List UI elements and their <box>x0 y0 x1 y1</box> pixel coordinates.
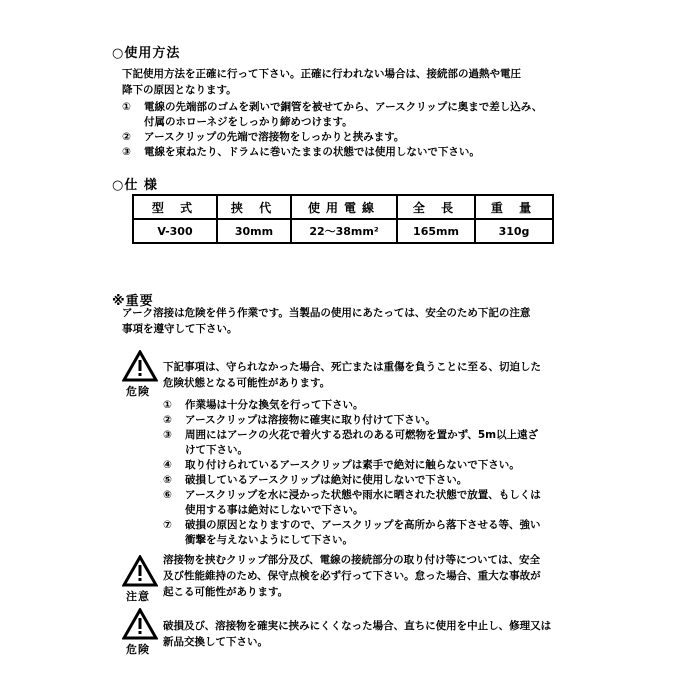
usage-heading: ○使用方法 <box>112 46 181 61</box>
spec-table <box>132 194 554 244</box>
item-number: ② <box>163 414 172 426</box>
danger-label: 危険 <box>126 385 150 398</box>
danger-item <box>163 428 538 458</box>
step-number: ② <box>122 131 131 143</box>
item-text: アースクリップを水に浸かった状態や雨水に晒された状態で放置、もしくは <box>185 489 541 501</box>
spec-header-cell: 使用電線 <box>291 195 397 219</box>
item-number: ⑤ <box>163 474 172 486</box>
danger-intro <box>163 359 541 391</box>
spec-value-cell: 30mm <box>217 219 291 243</box>
danger-item <box>163 398 364 413</box>
item-number: ⑥ <box>163 489 172 501</box>
danger2-line: 破損及び、溶接物を確実に挟みにくくなった場合、直ちに使用を中止し、修理又は <box>163 620 552 632</box>
important-intro <box>122 305 530 337</box>
usage-step <box>122 100 542 130</box>
step-text: 電線の先端部のゴムを剥いで銅管を被せてから、アースクリップに奥まで差し込み、 <box>144 101 543 113</box>
item-text: 衝撃を与えないようにして下さい。 <box>185 534 353 546</box>
important-heading: ※重要 <box>112 294 154 309</box>
spec-header-row <box>133 195 553 219</box>
spec-value-row <box>133 219 553 243</box>
danger-item <box>163 473 467 488</box>
item-text: 作業場は十分な換気を行って下さい。 <box>185 399 364 411</box>
danger-item <box>163 488 541 518</box>
usage-intro-line: 降下の原因となります。 <box>122 84 237 96</box>
item-number: ⑦ <box>163 519 172 531</box>
danger-item <box>163 458 520 473</box>
step-text: 電線を束ねたり、ドラムに巻いたままの状態では使用しないで下さい。 <box>144 146 480 158</box>
item-number: ③ <box>163 429 172 441</box>
spec-heading: ○仕 様 <box>112 178 158 193</box>
danger-item <box>163 518 541 548</box>
caution-label: 注意 <box>126 590 150 603</box>
item-text: 使用する事は絶対にしないで下さい。 <box>185 504 364 516</box>
spec-header-cell: 重 量 <box>475 195 553 219</box>
item-text: けて下さい。 <box>185 444 248 456</box>
danger-intro-line: 危険状態となる可能性があります。 <box>163 377 331 389</box>
important-intro-line: アーク溶接は危険を伴う作業です。当製品の使用にあたっては、安全のため下記の注意 <box>122 307 531 319</box>
step-number: ① <box>122 101 131 113</box>
spec-value-cell: 165mm <box>397 219 475 243</box>
item-text: 周囲にはアークの火花で着火する恐れのある可燃物を置かず、5m以上遠ざ <box>185 429 539 441</box>
danger-label: 危険 <box>126 643 150 656</box>
spec-header-cell: 型 式 <box>133 195 217 219</box>
caution-line: 溶接物を挟むクリップ部分及び、電線の接続部分の取り付け等については、安全 <box>163 554 540 566</box>
item-text: 破損しているアースクリップは絶対に使用しないで下さい。 <box>185 474 468 486</box>
spec-header-cell: 挟 代 <box>217 195 291 219</box>
usage-intro-line: 下記使用方法を正確に行って下さい。正確に行われない場合は、接続部の過熱や電圧 <box>122 68 521 80</box>
important-intro-line: 事項を遵守して下さい。 <box>122 323 238 335</box>
danger-item <box>163 413 436 428</box>
step-text: アースクリップの先端で溶接物をしっかりと挟みます。 <box>144 131 405 143</box>
item-text: 破損の原因となりますので、アースクリップを高所から落下させる等、強い <box>185 519 541 531</box>
usage-intro <box>122 66 521 98</box>
warning-triangle-icon <box>122 555 158 587</box>
danger-intro-line: 下記事項は、守られなかった場合、死亡または重傷を負うことに至る、切迫した <box>163 361 541 373</box>
spec-value-cell: 22～38mm² <box>291 219 397 243</box>
item-number: ④ <box>163 459 172 471</box>
item-number: ① <box>163 399 172 411</box>
usage-step <box>122 145 480 160</box>
danger2-line: 新品交換して下さい。 <box>163 636 268 648</box>
spec-value-cell: V-300 <box>133 219 217 243</box>
usage-step <box>122 130 404 145</box>
warning-triangle-icon <box>122 350 158 382</box>
step-number: ③ <box>122 146 131 158</box>
caution-line: 起こる可能性があります。 <box>163 586 289 598</box>
item-text: 取り付けられているアースクリップは素手で絶対に触らないで下さい。 <box>185 459 520 471</box>
spec-value-cell: 310g <box>475 219 553 243</box>
warning-triangle-icon <box>122 608 158 640</box>
step-text: 付属のホローネジをしっかり締めつけます。 <box>144 116 353 128</box>
spec-header-cell: 全 長 <box>397 195 475 219</box>
danger2-text <box>163 618 551 650</box>
caution-line: 及び性能維持のため、保守点検を必ず行って下さい。怠った場合、重大な事故が <box>163 570 541 582</box>
item-text: アースクリップは溶接物に確実に取り付けて下さい。 <box>185 414 436 426</box>
caution-text <box>163 552 541 600</box>
